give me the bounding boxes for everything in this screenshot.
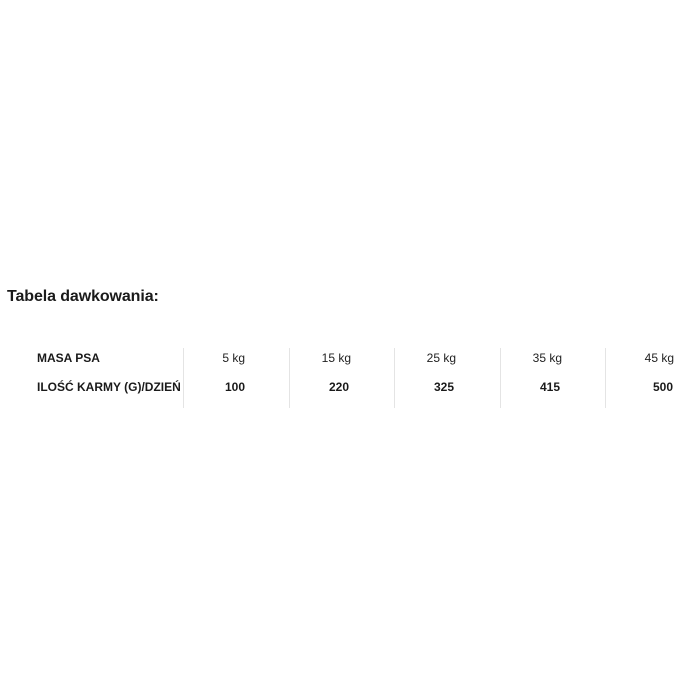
- mass-cell: 15 kg: [321, 351, 351, 365]
- row-header-food-amount: ILOŚĆ KARMY (G)/DZIEŃ: [37, 380, 181, 394]
- amount-cell: 220: [328, 380, 349, 394]
- mass-cell: 45 kg: [644, 351, 674, 365]
- row-header-dog-mass: MASA PSA: [37, 351, 100, 365]
- amount-cell: 500: [652, 380, 673, 394]
- amount-cell: 100: [224, 380, 245, 394]
- mass-cell: 25 kg: [426, 351, 456, 365]
- amount-cell: 415: [539, 380, 560, 394]
- mass-cell: 35 kg: [532, 351, 562, 365]
- table-title: Tabela dawkowania:: [7, 288, 159, 305]
- mass-cell: 5 kg: [222, 351, 245, 365]
- amount-cell: 325: [433, 380, 454, 394]
- dosage-table: [0, 346, 700, 408]
